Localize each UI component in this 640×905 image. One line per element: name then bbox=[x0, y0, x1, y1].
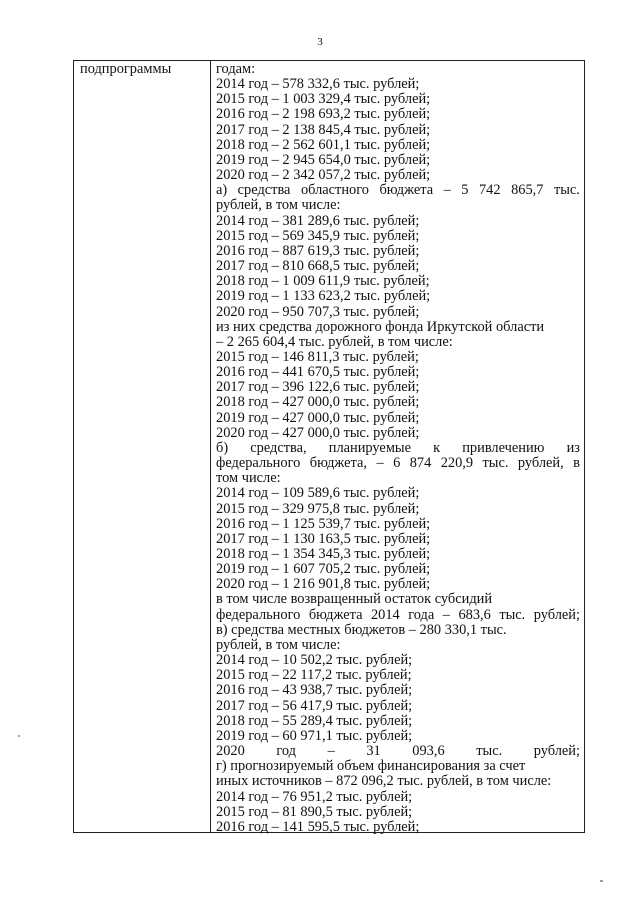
page-number: 3 bbox=[317, 36, 323, 48]
text-line: 2020 год – 31 093,6 тыс. рублей; bbox=[216, 743, 580, 760]
text-line: 2015 год – 569 345,9 тыс. рублей; bbox=[216, 227, 420, 244]
text-line: 2018 год – 1 354 345,3 тыс. рублей; bbox=[216, 546, 431, 562]
text-line: 2018 год – 427 000,0 тыс. рублей; bbox=[216, 394, 420, 411]
text-line: в) средства местных бюджетов – 280 330,1 тыс. bbox=[216, 621, 507, 638]
text-line: 2019 год – 2 945 654,0 тыс. рублей; bbox=[216, 151, 431, 168]
text-line: 2014 год – 76 951,2 тыс. рублей; bbox=[216, 788, 413, 805]
text-line: 2019 год – 60 971,1 тыс. рублей; bbox=[216, 727, 413, 744]
text-line: 2016 год – 43 938,7 тыс. рублей; bbox=[216, 682, 413, 699]
text-line: федерального бюджета 2014 года – 683,6 тыс. рублей; bbox=[216, 606, 580, 623]
text-line: 2020 год – 2 342 057,2 тыс. рублей; bbox=[216, 167, 431, 184]
text-line: 2016 год – 141 595,5 тыс. рублей; bbox=[216, 818, 420, 835]
text-line: 2014 год – 381 289,6 тыс. рублей; bbox=[216, 212, 420, 229]
funding-table bbox=[73, 60, 585, 833]
text-line: 2020 год – 950 707,3 тыс. рублей; bbox=[216, 303, 420, 320]
text-line: 2019 год – 1 607 705,2 тыс. рублей; bbox=[216, 561, 431, 578]
funding-text bbox=[216, 62, 580, 835]
text-line: 2017 год – 56 417,9 тыс. рублей; bbox=[216, 697, 413, 714]
text-line: том числе: bbox=[216, 470, 281, 487]
text-line: 2015 год – 146 811,3 тыс. рублей; bbox=[216, 348, 419, 365]
column-divider bbox=[210, 61, 211, 832]
text-line: б) средства, планируемые к привлечению из bbox=[216, 439, 580, 456]
text-line: 2019 год – 427 000,0 тыс. рублей; bbox=[216, 409, 420, 426]
text-line: из них средства дорожного фонда Иркутской области bbox=[216, 318, 545, 335]
text-line: 2015 год – 329 975,8 тыс. рублей; bbox=[216, 500, 420, 517]
text-line: 2019 год – 1 133 623,2 тыс. рублей; bbox=[216, 288, 431, 305]
text-line: 2015 год – 81 890,5 тыс. рублей; bbox=[216, 803, 413, 820]
text-line: 2015 год – 22 117,2 тыс. рублей; bbox=[216, 667, 412, 684]
text-line: 2014 год – 10 502,2 тыс. рублей; bbox=[216, 652, 413, 669]
text-line: годам: bbox=[216, 61, 256, 77]
row-label: подпрограммы bbox=[80, 61, 172, 77]
text-line: рублей, в том числе: bbox=[216, 636, 341, 653]
text-line: 2020 год – 427 000,0 тыс. рублей; bbox=[216, 424, 420, 441]
text-line: 2017 год – 396 122,6 тыс. рублей; bbox=[216, 379, 420, 396]
text-line: г) прогнозируемый объем финансирования за счет bbox=[216, 758, 526, 775]
text-line: федерального бюджета, – 6 874 220,9 тыс. рублей, в bbox=[216, 455, 580, 472]
text-line: иных источников – 872 096,2 тыс. рублей, в том числе: bbox=[216, 773, 552, 790]
text-line: в том числе возвращенный остаток субсидий bbox=[216, 591, 493, 608]
text-line: 2018 год – 2 562 601,1 тыс. рублей; bbox=[216, 136, 431, 153]
text-line: 2016 год – 441 670,5 тыс. рублей; bbox=[216, 364, 420, 381]
scan-speck bbox=[18, 735, 20, 737]
text-line: 2016 год – 1 125 539,7 тыс. рублей; bbox=[216, 515, 431, 532]
text-line: 2017 год – 2 138 845,4 тыс. рублей; bbox=[216, 121, 431, 138]
text-line: – 2 265 604,4 тыс. рублей, в том числе: bbox=[216, 333, 453, 350]
text-line: а) средства областного бюджета – 5 742 865,7 тыс. bbox=[216, 182, 580, 199]
text-line: 2014 год – 578 332,6 тыс. рублей; bbox=[216, 76, 420, 93]
text-line: 2016 год – 887 619,3 тыс. рублей; bbox=[216, 242, 420, 259]
text-line: 2017 год – 1 130 163,5 тыс. рублей; bbox=[216, 530, 431, 547]
text-line: 2015 год – 1 003 329,4 тыс. рублей; bbox=[216, 91, 431, 108]
scan-speck bbox=[600, 880, 603, 882]
text-line: 2020 год – 1 216 901,8 тыс. рублей; bbox=[216, 576, 431, 593]
text-line: 2016 год – 2 198 693,2 тыс. рублей; bbox=[216, 106, 431, 123]
text-line: 2018 год – 55 289,4 тыс. рублей; bbox=[216, 712, 413, 729]
text-line: 2017 год – 810 668,5 тыс. рублей; bbox=[216, 258, 420, 275]
text-line: 2018 год – 1 009 611,9 тыс. рублей; bbox=[216, 273, 430, 290]
text-line: 2014 год – 109 589,6 тыс. рублей; bbox=[216, 485, 420, 502]
text-line: рублей, в том числе: bbox=[216, 197, 341, 214]
